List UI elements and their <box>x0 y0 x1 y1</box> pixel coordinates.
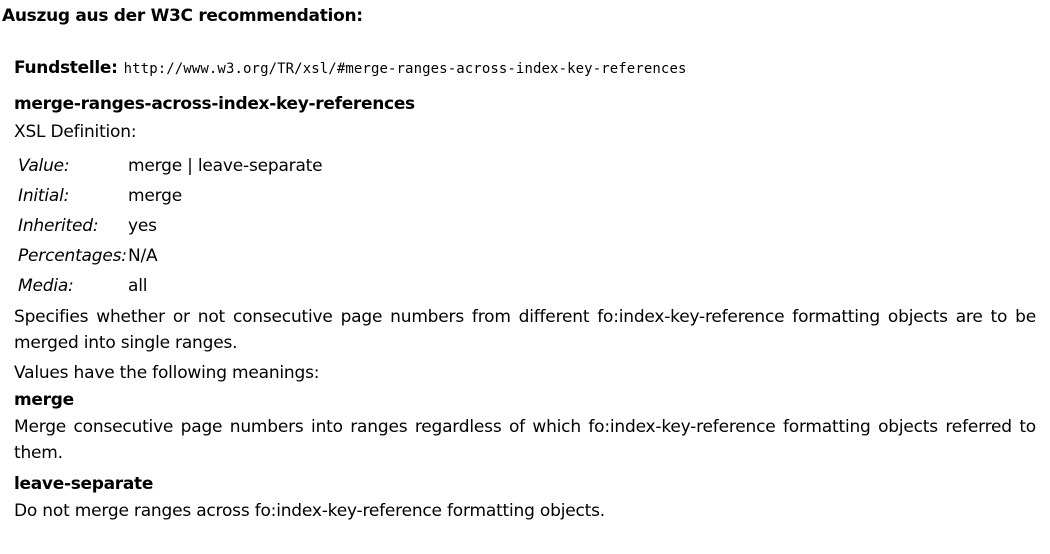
definition-value: N/A <box>128 246 158 266</box>
value-description-leave-separate: Do not merge ranges across fo:index-key-reference formatting objects. <box>14 501 605 521</box>
property-description: Specifies whether or not consecutive page numbers from different fo:index-key-reference formatting objects are to be merged into single ranges. <box>14 307 1036 353</box>
source-label: Fundstelle: <box>14 58 118 78</box>
page-heading: Auszug aus der W3C recommendation: <box>2 6 363 26</box>
definition-key: Inherited: <box>18 216 99 236</box>
definition-row-media <box>18 271 322 301</box>
recommendation-excerpt <box>14 58 1036 524</box>
value-term-leave-separate: leave-separate <box>14 474 154 494</box>
definition-key: Media: <box>18 276 74 296</box>
definition-value: yes <box>128 216 157 236</box>
definition-row-initial <box>18 181 322 211</box>
definition-row-value <box>18 151 322 181</box>
meanings-intro: Values have the following meanings: <box>14 363 320 383</box>
definition-label: XSL Definition: <box>14 122 137 142</box>
definition-key: Percentages: <box>18 246 127 266</box>
value-description-merge: Merge consecutive page numbers into ranges regardless of which fo:index-key-reference formatting objects referred to them. <box>14 417 1036 463</box>
definition-key: Value: <box>18 156 70 176</box>
value-term-merge: merge <box>14 390 74 410</box>
property-name: merge-ranges-across-index-key-references <box>14 94 415 114</box>
definition-table <box>18 151 322 301</box>
definition-value: merge | leave-separate <box>128 156 323 176</box>
source-line <box>14 58 1036 86</box>
definition-key: Initial: <box>18 186 70 206</box>
definition-value: all <box>128 276 148 296</box>
definition-row-percentages <box>18 241 322 271</box>
definition-row-inherited <box>18 211 322 241</box>
definition-value: merge <box>128 186 182 206</box>
source-url: http://www.w3.org/TR/xsl/#merge-ranges-across-index-key-references <box>123 61 687 77</box>
